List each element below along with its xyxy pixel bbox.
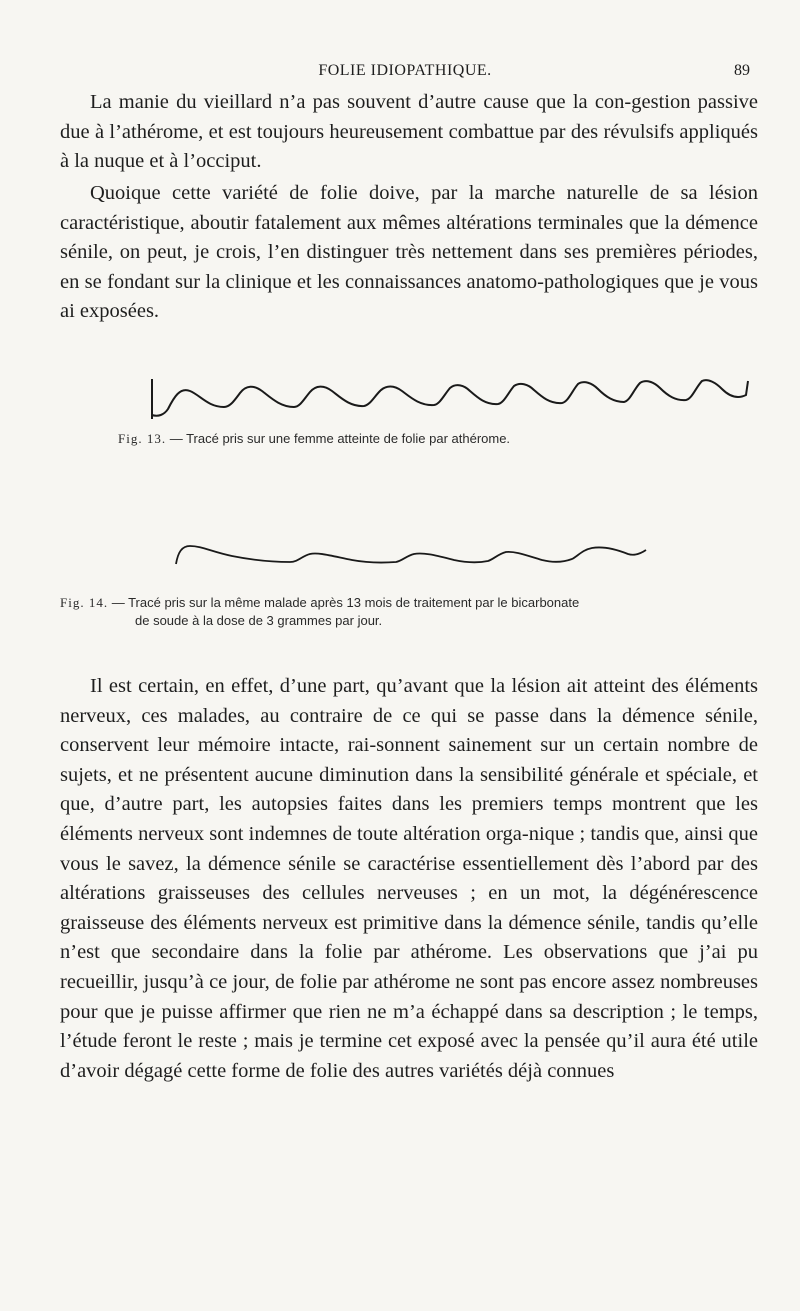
figure-14-caption xyxy=(60,594,760,630)
figure-13-tracing xyxy=(150,375,750,421)
figure-13-label: Fig. 13. xyxy=(118,431,167,446)
figure-14-tracing xyxy=(172,538,652,570)
figure-14-caption-line1: — Tracé pris sur la même malade après 13 mois de traitement par le bicarbonate xyxy=(111,595,580,610)
figure-13-caption xyxy=(118,430,758,448)
page-number: 89 xyxy=(734,62,750,79)
running-head xyxy=(60,62,750,84)
figure-14-caption-line2: de soude à la dose de 3 grammes par jour. xyxy=(135,613,383,628)
paragraph-2: Quoique cette variété de folie doive, par la marche naturelle de sa lésion caractéristique, aboutir fatalement aux mêmes altérations terminales que la démence sénile, on peut, je crois, l’en distinguer très nettement dans ses premières périodes, en se fondant sur la clinique et les connaissances anatomo-pathologiques que je vous ai exposées. xyxy=(60,182,758,322)
paragraph-1: La manie du vieillard n’a pas souvent d’autre cause que la con-gestion passive due à l’athérome, et est toujours heureusement combattue par des révulsifs appliqués à la nuque et à l’occiput. xyxy=(60,91,758,172)
figure-13-caption-text: — Tracé pris sur une femme atteinte de folie par athérome. xyxy=(169,431,511,446)
running-title: FOLIE IDIOPATHIQUE. xyxy=(318,62,492,79)
figure-13-trace-line xyxy=(152,379,748,419)
paragraph-3: Il est certain, en effet, d’une part, qu’avant que la lésion ait atteint des éléments nerveux, ces malades, au contraire de ce qui se passe dans la démence sénile, conservent leur mémoire intacte, rai-sonnent sainement sur un certain nombre de sujets, et ne présentent aucune diminution dans la sensibilité générale et spéciale, et que, d’autre part, les autopsies faites dans les premiers temps montrent que les éléments nerveux sont indemnes de toute altération orga-nique ; tandis que, ainsi que vous le savez, la démence sénile se caractérise essentiellement dès l’abord par des altérations graisseuses des cellules nerveuses ; en un mot, la dégénérescence graisseuse des éléments nerveux est primitive dans la démence sénile, tandis qu’elle n’est que secondaire dans la folie par athérome. Les observations que j’ai pu recueillir, jusqu’à ce jour, de folie par athérome ne sont pas encore assez nombreuses pour que je puisse affirmer que rien ne m’a échappé dans sa description ; le temps, l’étude feront le reste ; mais je termine cet exposé avec la pensée qu’il aura été utile d’avoir dégagé cette forme de folie des autres variétés déjà connues xyxy=(60,675,758,1082)
figure-14-trace-line xyxy=(176,546,646,564)
figure-14-label: Fig. 14. xyxy=(60,595,109,610)
